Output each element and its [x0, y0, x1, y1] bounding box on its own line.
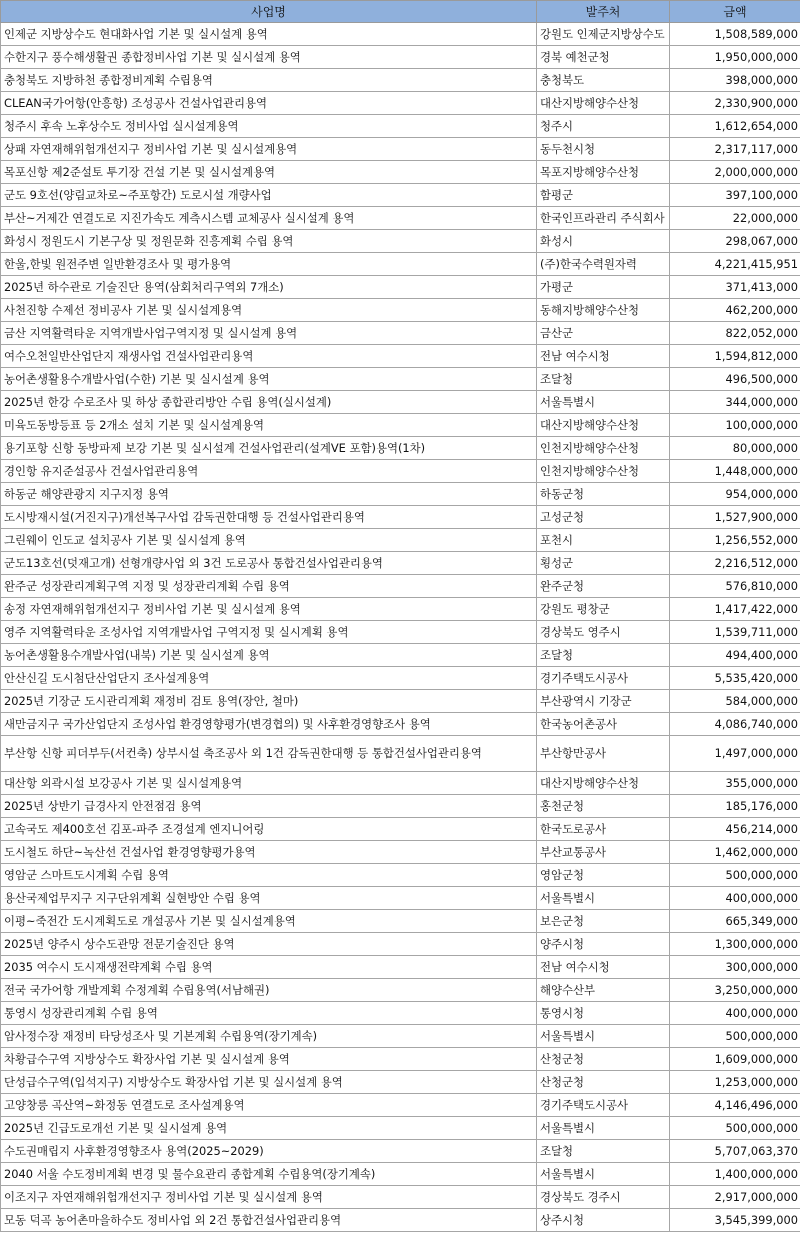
amount-cell: 496,500,000	[670, 368, 800, 391]
name-cell: 안산신길 도시첨단산업단지 조사설계용역	[1, 667, 537, 690]
client-cell: 경상북도 영주시	[537, 621, 670, 644]
amount-cell: 398,000,000	[670, 69, 800, 92]
name-cell: 차황급수구역 지방상수도 확장사업 기본 및 실시설계 용역	[1, 1048, 537, 1071]
name-cell: 용기포항 신항 동방파제 보강 기본 및 실시설계 건설사업관리(설계VE 포함)용역(1차)	[1, 437, 537, 460]
client-cell: 서울특별시	[537, 1163, 670, 1186]
table-row	[1, 92, 800, 115]
client-cell: 산청군청	[537, 1071, 670, 1094]
table-row	[1, 207, 800, 230]
table-row	[1, 1002, 800, 1025]
name-cell: 모동 덕곡 농어촌마을하수도 정비사업 외 2건 통합건설사업관리용역	[1, 1209, 537, 1232]
table-row	[1, 956, 800, 979]
client-cell: 고성군청	[537, 506, 670, 529]
amount-cell: 4,146,496,000	[670, 1094, 800, 1117]
amount-cell: 5,707,063,370	[670, 1140, 800, 1163]
client-cell: 동해지방해양수산청	[537, 299, 670, 322]
client-cell: 전남 여수시청	[537, 956, 670, 979]
table-row	[1, 23, 800, 46]
name-cell: 2025년 한강 수로조사 및 하상 종합관리방안 수립 용역(실시설계)	[1, 391, 537, 414]
client-cell: 양주시청	[537, 933, 670, 956]
table-row	[1, 1163, 800, 1186]
table-row	[1, 1186, 800, 1209]
amount-cell: 2,330,900,000	[670, 92, 800, 115]
amount-cell: 80,000,000	[670, 437, 800, 460]
amount-cell: 500,000,000	[670, 864, 800, 887]
name-cell: 2025년 긴급도로개선 기본 및 실시설계 용역	[1, 1117, 537, 1140]
amount-cell: 2,917,000,000	[670, 1186, 800, 1209]
name-cell: 대산항 외곽시설 보강공사 기본 및 실시설계용역	[1, 772, 537, 795]
table-row	[1, 552, 800, 575]
table-row	[1, 437, 800, 460]
table-row	[1, 818, 800, 841]
client-cell: 서울특별시	[537, 391, 670, 414]
name-cell: 영주 지역활력타운 조성사업 지역개발사업 구역지정 및 실시계획 용역	[1, 621, 537, 644]
table-row	[1, 46, 800, 69]
amount-cell: 822,052,000	[670, 322, 800, 345]
name-cell: 군도13호선(덧재고개) 선형개량사업 외 3건 도로공사 통합건설사업관리용역	[1, 552, 537, 575]
table-row	[1, 391, 800, 414]
amount-cell: 500,000,000	[670, 1117, 800, 1140]
name-cell: 2025년 기장군 도시관리계획 재정비 검토 용역(장안, 철마)	[1, 690, 537, 713]
table-row	[1, 184, 800, 207]
client-cell: 조달청	[537, 644, 670, 667]
client-cell: 대산지방해양수산청	[537, 92, 670, 115]
client-cell: 통영시청	[537, 1002, 670, 1025]
name-cell: CLEAN국가어항(안흥항) 조성공사 건설사업관리용역	[1, 92, 537, 115]
client-cell: 경기주택도시공사	[537, 1094, 670, 1117]
client-cell: 가평군	[537, 276, 670, 299]
amount-cell: 22,000,000	[670, 207, 800, 230]
client-cell: 한국농어촌공사	[537, 713, 670, 736]
client-cell: 완주군청	[537, 575, 670, 598]
amount-cell: 1,448,000,000	[670, 460, 800, 483]
client-cell: 대산지방해양수산청	[537, 414, 670, 437]
client-cell: 조달청	[537, 368, 670, 391]
amount-cell: 1,253,000,000	[670, 1071, 800, 1094]
client-cell: 산청군청	[537, 1048, 670, 1071]
table-row	[1, 979, 800, 1002]
name-cell: 2025년 양주시 상수도관망 전문기술진단 용역	[1, 933, 537, 956]
name-cell: 여수오천일반산업단지 재생사업 건설사업관리용역	[1, 345, 537, 368]
table-row	[1, 644, 800, 667]
client-cell: 금산군	[537, 322, 670, 345]
name-cell: 군도 9호선(양림교차로~주포항간) 도로시설 개량사업	[1, 184, 537, 207]
table-row	[1, 690, 800, 713]
client-cell: 동두천시청	[537, 138, 670, 161]
client-cell: 경기주택도시공사	[537, 667, 670, 690]
name-cell: 도시철도 하단~녹산선 건설사업 환경영향평가용역	[1, 841, 537, 864]
client-cell: 상주시청	[537, 1209, 670, 1232]
table-row	[1, 1209, 800, 1232]
amount-cell: 1,539,711,000	[670, 621, 800, 644]
name-cell: 송정 자연재해위험개선지구 정비사업 기본 및 실시설계 용역	[1, 598, 537, 621]
client-cell: 한국도로공사	[537, 818, 670, 841]
amount-cell: 1,609,000,000	[670, 1048, 800, 1071]
header-name: 사업명	[1, 1, 537, 23]
client-cell: 인천지방해양수산청	[537, 460, 670, 483]
amount-cell: 3,545,399,000	[670, 1209, 800, 1232]
table-row	[1, 736, 800, 772]
amount-cell: 576,810,000	[670, 575, 800, 598]
name-cell: 충청북도 지방하천 종합정비계획 수립용역	[1, 69, 537, 92]
amount-cell: 500,000,000	[670, 1025, 800, 1048]
table-row	[1, 772, 800, 795]
amount-cell: 1,417,422,000	[670, 598, 800, 621]
table-row	[1, 864, 800, 887]
table-row	[1, 841, 800, 864]
client-cell: 서울특별시	[537, 887, 670, 910]
client-cell: 부산교통공사	[537, 841, 670, 864]
amount-cell: 3,250,000,000	[670, 979, 800, 1002]
table-row	[1, 1140, 800, 1163]
amount-cell: 1,508,589,000	[670, 23, 800, 46]
client-cell: 전남 여수시청	[537, 345, 670, 368]
amount-cell: 1,527,900,000	[670, 506, 800, 529]
table-row	[1, 276, 800, 299]
name-cell: 화성시 정원도시 기본구상 및 정원문화 진흥계획 수립 용역	[1, 230, 537, 253]
name-cell: 전국 국가어항 개발계획 수정계획 수립용역(서남해권)	[1, 979, 537, 1002]
table-row	[1, 483, 800, 506]
table-row	[1, 230, 800, 253]
name-cell: 사천진항 수제선 정비공사 기본 및 실시설계용역	[1, 299, 537, 322]
table-row	[1, 667, 800, 690]
header-client: 발주처	[537, 1, 670, 23]
amount-cell: 2,317,117,000	[670, 138, 800, 161]
amount-cell: 300,000,000	[670, 956, 800, 979]
table-row	[1, 1071, 800, 1094]
table-row	[1, 345, 800, 368]
client-cell: 포천시	[537, 529, 670, 552]
name-cell: 완주군 성장관리계획구역 지정 및 성장관리계획 수립 용역	[1, 575, 537, 598]
amount-cell: 2,000,000,000	[670, 161, 800, 184]
header-row	[1, 1, 800, 23]
table-row	[1, 1048, 800, 1071]
name-cell: 그린웨이 인도교 설치공사 기본 및 실시설계 용역	[1, 529, 537, 552]
amount-cell: 4,086,740,000	[670, 713, 800, 736]
table-row	[1, 910, 800, 933]
table-row	[1, 69, 800, 92]
client-cell: 한국인프라관리 주식회사	[537, 207, 670, 230]
name-cell: 2025년 하수관로 기술진단 용역(삼회처리구역외 7개소)	[1, 276, 537, 299]
table-row	[1, 933, 800, 956]
table-row	[1, 115, 800, 138]
client-cell: 부산광역시 기장군	[537, 690, 670, 713]
table-row	[1, 795, 800, 818]
table-row	[1, 1025, 800, 1048]
client-cell: 대산지방해양수산청	[537, 772, 670, 795]
name-cell: 암사정수장 재정비 타당성조사 및 기본계획 수립용역(장기계속)	[1, 1025, 537, 1048]
name-cell: 2040 서울 수도정비계획 변경 및 물수요관리 종합계획 수립용역(장기계속)	[1, 1163, 537, 1186]
table-row	[1, 322, 800, 345]
amount-cell: 1,300,000,000	[670, 933, 800, 956]
name-cell: 수도권매립지 사후환경영향조사 용역(2025~2029)	[1, 1140, 537, 1163]
amount-cell: 494,400,000	[670, 644, 800, 667]
amount-cell: 1,400,000,000	[670, 1163, 800, 1186]
client-cell: 함평군	[537, 184, 670, 207]
client-cell: 충청북도	[537, 69, 670, 92]
amount-cell: 344,000,000	[670, 391, 800, 414]
amount-cell: 1,950,000,000	[670, 46, 800, 69]
client-cell: 인천지방해양수산청	[537, 437, 670, 460]
table-body	[1, 23, 800, 1232]
name-cell: 2035 여수시 도시재생전략계획 수립 용역	[1, 956, 537, 979]
amount-cell: 100,000,000	[670, 414, 800, 437]
amount-cell: 1,462,000,000	[670, 841, 800, 864]
name-cell: 상패 자연재해위험개선지구 정비사업 기본 및 실시설계용역	[1, 138, 537, 161]
client-cell: 부산항만공사	[537, 736, 670, 772]
table-row	[1, 621, 800, 644]
name-cell: 영암군 스마트도시계획 수립 용역	[1, 864, 537, 887]
table-row	[1, 414, 800, 437]
name-cell: 미육도동방등표 등 2개소 설치 기본 및 실시설계용역	[1, 414, 537, 437]
client-cell: 보은군청	[537, 910, 670, 933]
table-row	[1, 506, 800, 529]
name-cell: 고속국도 제400호선 김포-파주 조경설계 엔지니어링	[1, 818, 537, 841]
name-cell: 고양창릉 곡산역~화정동 연결도로 조사설계용역	[1, 1094, 537, 1117]
name-cell: 농어촌생활용수개발사업(내북) 기본 및 실시설계 용역	[1, 644, 537, 667]
client-cell: 목포지방해양수산청	[537, 161, 670, 184]
name-cell: 목포신항 제2준설토 투기장 건설 기본 및 실시설계용역	[1, 161, 537, 184]
name-cell: 부산항 신항 피더부두(서컨축) 상부시설 축조공사 외 1건 감독권한대행 등 통합건설사업관리용역	[1, 736, 537, 772]
amount-cell: 185,176,000	[670, 795, 800, 818]
name-cell: 인제군 지방상수도 현대화사업 기본 및 실시설계 용역	[1, 23, 537, 46]
amount-cell: 397,100,000	[670, 184, 800, 207]
amount-cell: 665,349,000	[670, 910, 800, 933]
name-cell: 용산국제업무지구 지구단위계획 실현방안 수립 용역	[1, 887, 537, 910]
amount-cell: 400,000,000	[670, 887, 800, 910]
amount-cell: 2,216,512,000	[670, 552, 800, 575]
name-cell: 이평~죽전간 도시계획도로 개설공사 기본 및 실시설계용역	[1, 910, 537, 933]
client-cell: 경상북도 경주시	[537, 1186, 670, 1209]
client-cell: 횡성군	[537, 552, 670, 575]
name-cell: 2025년 상반기 급경사지 안전점검 용역	[1, 795, 537, 818]
amount-cell: 954,000,000	[670, 483, 800, 506]
table-row	[1, 253, 800, 276]
client-cell: 해양수산부	[537, 979, 670, 1002]
name-cell: 단성급수구역(입석지구) 지방상수도 확장사업 기본 및 실시설계 용역	[1, 1071, 537, 1094]
client-cell: 서울특별시	[537, 1117, 670, 1140]
table-row	[1, 529, 800, 552]
client-cell: 조달청	[537, 1140, 670, 1163]
amount-cell: 1,256,552,000	[670, 529, 800, 552]
client-cell: 화성시	[537, 230, 670, 253]
amount-cell: 1,497,000,000	[670, 736, 800, 772]
amount-cell: 456,214,000	[670, 818, 800, 841]
client-cell: 청주시	[537, 115, 670, 138]
name-cell: 농어촌생활용수개발사업(수한) 기본 및 실시설계 용역	[1, 368, 537, 391]
amount-cell: 355,000,000	[670, 772, 800, 795]
client-cell: (주)한국수력원자력	[537, 253, 670, 276]
amount-cell: 462,200,000	[670, 299, 800, 322]
table-row	[1, 1094, 800, 1117]
table-row	[1, 138, 800, 161]
name-cell: 금산 지역활력타운 지역개발사업구역지정 및 실시설계 용역	[1, 322, 537, 345]
amount-cell: 584,000,000	[670, 690, 800, 713]
amount-cell: 371,413,000	[670, 276, 800, 299]
client-cell: 영암군청	[537, 864, 670, 887]
table-row	[1, 887, 800, 910]
table-row	[1, 299, 800, 322]
name-cell: 부산~거제간 연결도로 지진가속도 계측시스템 교체공사 실시설계 용역	[1, 207, 537, 230]
client-cell: 강원도 평창군	[537, 598, 670, 621]
client-cell: 서울특별시	[537, 1025, 670, 1048]
amount-cell: 400,000,000	[670, 1002, 800, 1025]
amount-cell: 5,535,420,000	[670, 667, 800, 690]
table-row	[1, 1117, 800, 1140]
amount-cell: 1,594,812,000	[670, 345, 800, 368]
table-row	[1, 161, 800, 184]
header-amount: 금액	[670, 1, 800, 23]
amount-cell: 1,612,654,000	[670, 115, 800, 138]
table-row	[1, 713, 800, 736]
table-row	[1, 460, 800, 483]
name-cell: 한울,한빛 원전주변 일반환경조사 및 평가용역	[1, 253, 537, 276]
name-cell: 청주시 후속 노후상수도 정비사업 실시설계용역	[1, 115, 537, 138]
name-cell: 통영시 성장관리계획 수립 용역	[1, 1002, 537, 1025]
client-cell: 경북 예천군청	[537, 46, 670, 69]
name-cell: 새만금지구 국가산업단지 조성사업 환경영향평가(변경협의) 및 사후환경영향조사 용역	[1, 713, 537, 736]
client-cell: 홍천군청	[537, 795, 670, 818]
name-cell: 수한지구 풍수해생활권 종합정비사업 기본 및 실시설계 용역	[1, 46, 537, 69]
name-cell: 경인항 유지준설공사 건설사업관리용역	[1, 460, 537, 483]
table-row	[1, 598, 800, 621]
amount-cell: 298,067,000	[670, 230, 800, 253]
name-cell: 이조지구 자연재해위험개선지구 정비사업 기본 및 실시설계 용역	[1, 1186, 537, 1209]
name-cell: 도시방재시설(거진지구)개선복구사업 감독권한대행 등 건설사업관리용역	[1, 506, 537, 529]
client-cell: 하동군청	[537, 483, 670, 506]
amount-cell: 4,221,415,951	[670, 253, 800, 276]
name-cell: 하동군 해양관광지 지구지정 용역	[1, 483, 537, 506]
table-row	[1, 368, 800, 391]
client-cell: 강원도 인제군지방상수도	[537, 23, 670, 46]
table-row	[1, 575, 800, 598]
